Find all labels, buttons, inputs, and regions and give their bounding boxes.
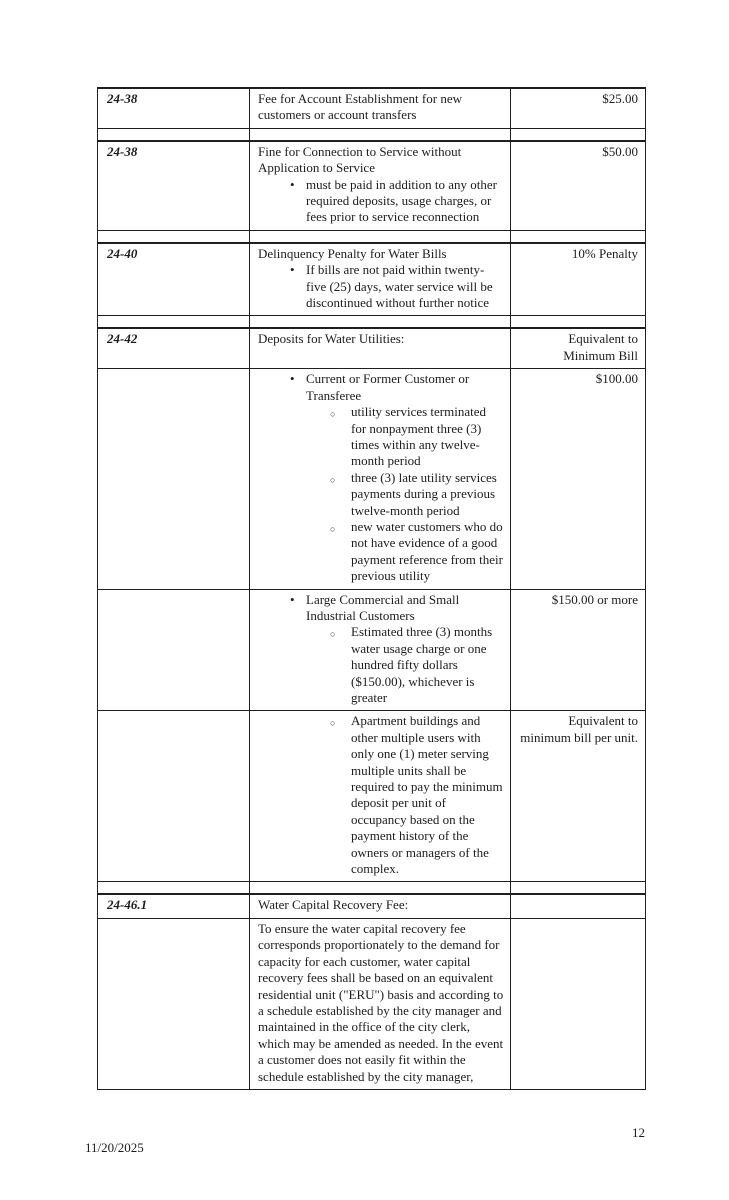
empty-cell (511, 230, 646, 243)
section-number-empty (98, 589, 250, 711)
description-title: Delinquency Penalty for Water Bills (258, 245, 447, 261)
fee-amount: Equivalent to Minimum Bill (511, 328, 646, 368)
bullet-text: Current or Former Customer or Transferee (306, 371, 470, 403)
description-cell (250, 141, 511, 231)
row-water-capital-recovery (98, 894, 646, 918)
description-cell (250, 88, 511, 128)
bullet-list (258, 371, 504, 584)
sub-bullet-item: ○ utility services terminated for nonpayment three (3) times within any twelve-month period (351, 404, 504, 470)
section-number-empty (98, 918, 250, 1089)
empty-cell (250, 230, 511, 243)
empty-cell (250, 882, 511, 895)
description-title: Fine for Connection to Service without Application to Service (258, 143, 462, 176)
fee-amount: $150.00 or more (511, 589, 646, 711)
empty-cell (98, 230, 250, 243)
row-eru-paragraph (98, 918, 646, 1089)
sub-bullet-item: ○ Estimated three (3) months water usage charge or one hundred fifty dollars ($150.00), whichever is greater (351, 624, 504, 706)
description-cell (250, 918, 511, 1089)
bullet-item (306, 262, 504, 311)
description-cell (250, 894, 511, 918)
bullet-text: Large Commercial and Small Industrial Customers (306, 591, 460, 623)
bullet-item (306, 592, 504, 707)
fee-amount: $25.00 (511, 88, 646, 128)
sub-bullet-item: ○ three (3) late utility services payments during a previous twelve-month period (351, 470, 504, 519)
section-number: 24-42 (98, 328, 250, 368)
bullet-list (258, 177, 504, 226)
section-number: 24-38 (98, 141, 250, 231)
description-cell (250, 328, 511, 368)
bullet-item (306, 371, 504, 584)
empty-cell (511, 128, 646, 141)
empty-cell (511, 316, 646, 329)
description-title: Water Capital Recovery Fee: (258, 897, 409, 913)
description-cell (250, 243, 511, 316)
footer-date: 11/20/2025 (85, 1140, 144, 1155)
description-cell (250, 589, 511, 711)
empty-cell (98, 316, 250, 329)
description-title: Fee for Account Establishment for new customers or account transfers (258, 91, 462, 123)
sub-bullet-list (258, 713, 504, 877)
sub-bullet-item: ○ new water customers who do not have evidence of a good payment reference from their previous utility (351, 519, 504, 585)
row-apartment-buildings (98, 711, 646, 882)
page-number: 12 (632, 1125, 645, 1140)
bullet-text: must be paid in addition to any other required deposits, usage charges, or fees prior to service reconnection (306, 176, 497, 225)
empty-cell (98, 882, 250, 895)
bullet-text: If bills are not paid within twenty-five (25) days, water service will be discontinued without further notice (306, 262, 493, 311)
empty-cell (511, 882, 646, 895)
row-connection-fine (98, 141, 646, 231)
row-delinquency-penalty (98, 243, 646, 316)
section-number-empty (98, 711, 250, 882)
description-paragraph: To ensure the water capital recovery fee corresponds proportionately to the demand for capacity for each customer, water capital recovery fees shall be based on an equivalent residential unit ("ERU") basis and according to a schedule established by the city manager and maintained in the office of the city clerk, which may be amended as needed. In the event a customer does not easily fit within the schedule established by the city manager, (258, 920, 504, 1084)
fee-amount: $100.00 (511, 369, 646, 589)
row-large-commercial (98, 589, 646, 711)
description-title: Deposits for Water Utilities: (258, 331, 405, 347)
fee-schedule-table (97, 87, 646, 1090)
bullet-item (306, 177, 504, 226)
fee-amount: 10% Penalty (511, 243, 646, 316)
spacer-row (98, 316, 646, 329)
section-number-empty (98, 369, 250, 589)
spacer-row (98, 128, 646, 141)
section-number: 24-38 (98, 88, 250, 128)
fee-amount (511, 894, 646, 918)
row-account-establishment (98, 88, 646, 128)
fee-amount (511, 918, 646, 1089)
empty-cell (98, 128, 250, 141)
section-number: 24-46.1 (98, 894, 250, 918)
empty-cell (250, 128, 511, 141)
bullet-list (258, 592, 504, 707)
spacer-row (98, 882, 646, 895)
bullet-list (258, 262, 504, 311)
section-number: 24-40 (98, 243, 250, 316)
description-cell (250, 711, 511, 882)
fee-amount: Equivalent to minimum bill per unit. (511, 711, 646, 882)
sub-bullet-item: ○ Apartment buildings and other multiple users with only one (1) meter serving multiple units shall be required to pay the minimum deposit per unit of occupancy based on the payment history of the owners or managers of the complex. (351, 713, 504, 877)
empty-cell (250, 316, 511, 329)
sub-bullet-list (306, 624, 504, 706)
description-cell (250, 369, 511, 589)
fee-amount: $50.00 (511, 141, 646, 231)
row-current-former-customer (98, 369, 646, 589)
spacer-row (98, 230, 646, 243)
sub-bullet-list (306, 404, 504, 584)
row-water-deposits (98, 328, 646, 368)
